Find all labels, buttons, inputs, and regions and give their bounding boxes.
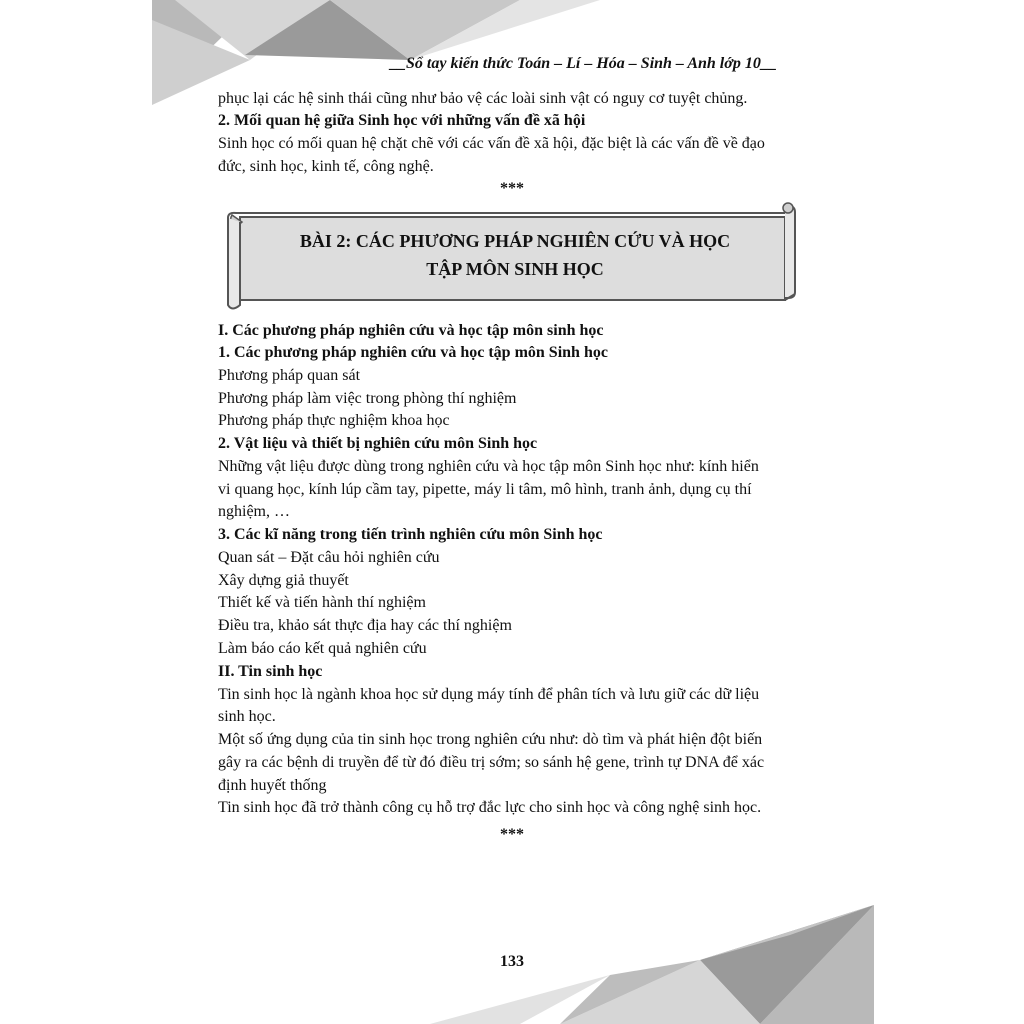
text-line: đức, sinh học, kinh tế, công nghệ. <box>218 158 434 175</box>
subsection-heading: 3. Các kĩ năng trong tiến trình nghiên cứu môn Sinh học <box>218 526 603 543</box>
text-line: vi quang học, kính lúp cầm tay, pipette, máy li tâm, mô hình, tranh ảnh, dụng cụ thí <box>218 481 752 498</box>
text-line: định huyết thống <box>218 777 327 794</box>
subsection-heading: 2. Vật liệu và thiết bị nghiên cứu môn Sinh học <box>218 435 538 452</box>
text-line: phục lại các hệ sinh thái cũng như bảo vệ các loài sinh vật có nguy cơ tuyệt chủng. <box>218 90 748 107</box>
text-line: Sinh học có mối quan hệ chặt chẽ với các vấn đề xã hội, đặc biệt là các vấn đề về đạo <box>218 135 765 152</box>
list-item: Phương pháp quan sát <box>218 367 361 384</box>
page-number: 133 <box>500 953 524 970</box>
text-line: gây ra các bệnh di truyền để từ đó điều trị sớm; so sánh hệ gene, trình tự DNA để xác <box>218 754 765 771</box>
list-item: Quan sát – Đặt câu hỏi nghiên cứu <box>218 549 440 566</box>
section-heading: I. Các phương pháp nghiên cứu và học tập môn sinh học <box>218 322 604 339</box>
lesson-title-line-2: TẬP MÔN SINH HỌC <box>426 259 604 279</box>
list-item: Điều tra, khảo sát thực địa hay các thí nghiệm <box>218 617 512 634</box>
list-item: Xây dựng giả thuyết <box>218 572 349 589</box>
separator: *** <box>500 180 524 197</box>
list-item: Thiết kế và tiến hành thí nghiệm <box>218 594 426 611</box>
list-item: Phương pháp thực nghiệm khoa học <box>218 412 450 429</box>
lesson-title-line-1: BÀI 2: CÁC PHƯƠNG PHÁP NGHIÊN CỨU VÀ HỌC <box>299 231 731 251</box>
text-line: sinh học. <box>218 708 276 725</box>
separator: *** <box>500 826 524 843</box>
text-line: nghiệm, … <box>218 503 290 520</box>
text-line: Tin sinh học đã trở thành công cụ hỗ trợ đắc lực cho sinh học và công nghệ sinh học. <box>218 799 762 816</box>
subsection-heading: 1. Các phương pháp nghiên cứu và học tập môn Sinh học <box>218 344 608 361</box>
text-line: Những vật liệu được dùng trong nghiên cứu và học tập môn Sinh học như: kính hiển <box>218 458 759 475</box>
list-item: Làm báo cáo kết quả nghiên cứu <box>218 640 427 657</box>
list-item: Phương pháp làm việc trong phòng thí nghiệm <box>218 390 517 407</box>
running-header: __Sổ tay kiến thức Toán – Lí – Hóa – Sinh – Anh lớp 10__ <box>390 55 777 72</box>
section-heading: II. Tin sinh học <box>218 663 323 680</box>
text-line: Tin sinh học là ngành khoa học sử dụng máy tính để phân tích và lưu giữ các dữ liệu <box>218 686 760 703</box>
section-heading: 2. Mối quan hệ giữa Sinh học với những vấn đề xã hội <box>218 112 586 129</box>
text-line: Một số ứng dụng của tin sinh học trong nghiên cứu như: dò tìm và phát hiện đột biến <box>218 731 763 748</box>
